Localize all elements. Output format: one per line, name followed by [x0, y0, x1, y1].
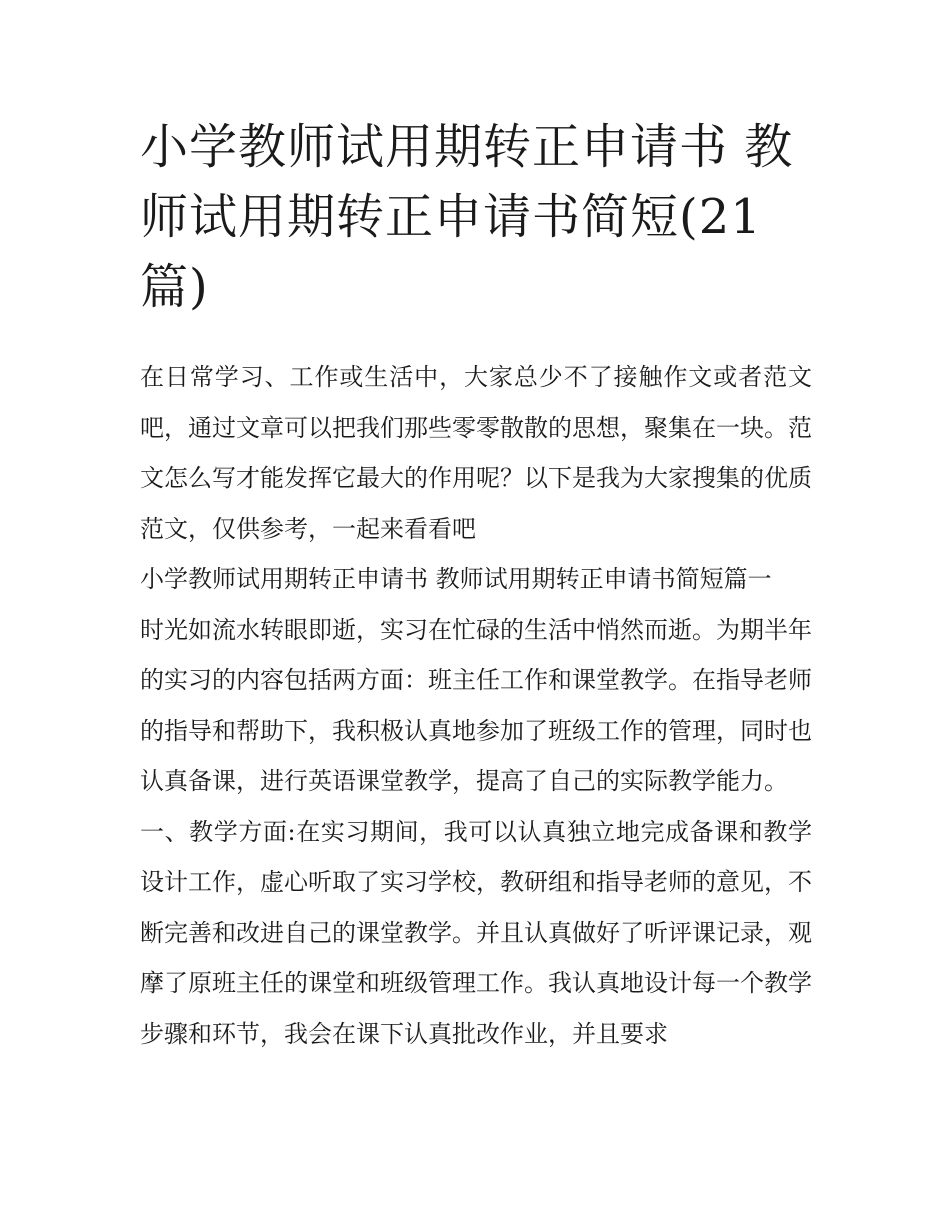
document-body [140, 352, 812, 1059]
intro-paragraph: 在日常学习、工作或生活中，大家总少不了接触作文或者范文吧，通过文章可以把我们那些零零散散的思想，聚集在一块。范文怎么写才能发挥它最大的作用呢？以下是我为大家搜集的优质范文，仅供参考，一起来看看吧 [140, 363, 812, 543]
document-title: 小学教师试用期转正申请书 教师试用期转正申请书简短(21篇) [140, 119, 794, 315]
section-heading: 小学教师试用期转正申请书 教师试用期转正申请书简短篇一 [140, 565, 772, 593]
body-paragraph: 时光如流水转眼即逝，实习在忙碌的生活中悄然而逝。为期半年的实习的内容包括两方面：班主任工作和课堂教学。在指导老师的指导和帮助下，我积极认真地参加了班级工作的管理，同时也认真备课，进行英语课堂教学，提高了自己的实际教学能力。 [140, 615, 812, 795]
body-paragraph: 一、教学方面:在实习期间，我可以认真独立地完成备课和教学设计工作，虚心听取了实习学校，教研组和指导老师的意见，不断完善和改进自己的课堂教学。并且认真做好了听评课记录，观摩了原班主任的课堂和班级管理工作。我认真地设计每一个教学步骤和环节，我会在课下认真批改作业，并且要求 [140, 817, 812, 1048]
